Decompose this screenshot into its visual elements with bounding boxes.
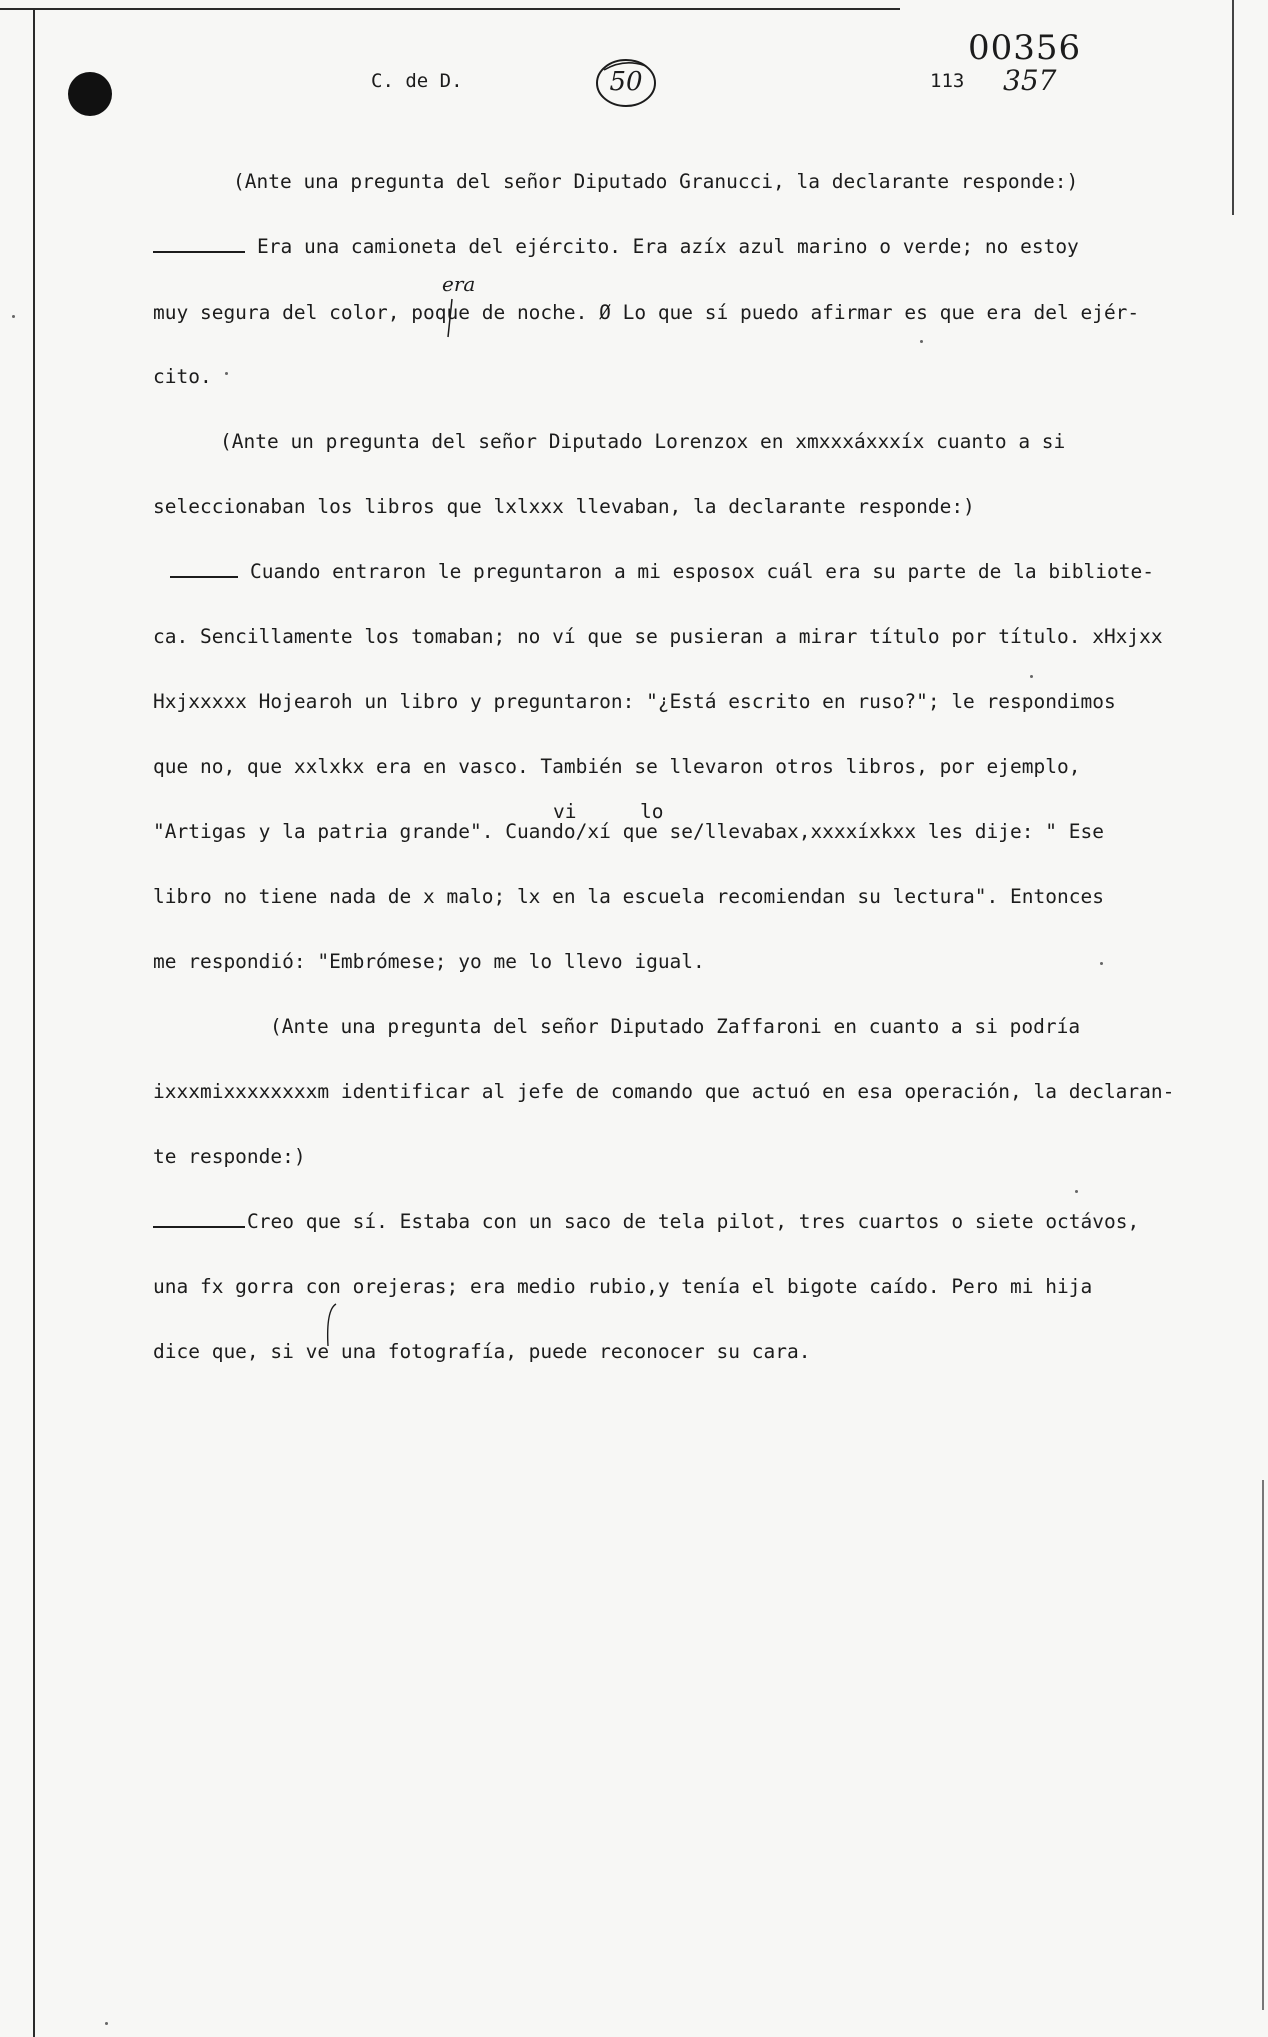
paragraph-line: (Ante un pregunta del señor Diputado Lorenzox en xmxxxáxxxíx cuanto a si bbox=[220, 430, 1066, 453]
paragraph-line: ca. Sencillamente los tomaban; no ví que se pusieran a mirar título por título. xHxjxx bbox=[153, 625, 1163, 648]
paragraph-text: Cuando entraron le preguntaron a mi esposox cuál era su parte de la bibliote- bbox=[250, 560, 1154, 583]
paragraph-line: te responde:) bbox=[153, 1145, 306, 1168]
paragraph-line bbox=[170, 560, 1154, 584]
paragraph-line: me respondió: "Embrómese; yo me lo llevo igual. bbox=[153, 950, 705, 973]
paragraph-line: una fx gorra con orejeras; era medio rubio,y tenía el bigote caído. Pero mi hija bbox=[153, 1275, 1093, 1298]
typed-insertion-vi: vi bbox=[553, 800, 577, 823]
scan-speck bbox=[225, 372, 228, 375]
page-stamp bbox=[594, 56, 658, 108]
paragraph-line: que no, que xxlxkx era en vasco. También se llevaron otros libros, por ejemplo, bbox=[153, 755, 1081, 778]
answer-blank bbox=[153, 247, 245, 253]
paragraph-line: Hxjxxxxx Hojearoh un libro y preguntaron: "¿Está escrito en ruso?"; le respondimos bbox=[153, 690, 1116, 713]
paragraph-line bbox=[153, 1210, 1139, 1234]
paragraph-line: (Ante una pregunta del señor Diputado Zaffaroni en cuanto a si podría bbox=[270, 1015, 1081, 1038]
paragraph-line: ixxxmixxxxxxxxm identificar al jefe de comando que actuó en esa operación, la declaran- bbox=[153, 1080, 1175, 1103]
top-border-line bbox=[0, 8, 900, 10]
handwritten-folio: 357 bbox=[1003, 64, 1057, 97]
insertion-caret-icon bbox=[442, 297, 458, 339]
stamp-number: 50 bbox=[609, 67, 643, 97]
handwritten-insertion-era: era bbox=[442, 272, 476, 296]
paragraph-line: "Artigas y la patria grande". Cuando/xí que se/llevabax,xxxxíxkxx les dije: " Ese bbox=[153, 820, 1104, 843]
paragraph-line: libro no tiene nada de x malo; lx en la escuela recomiendan su lectura". Entonces bbox=[153, 885, 1104, 908]
page-number: 113 bbox=[930, 70, 965, 92]
folio-number: 00356 bbox=[968, 28, 1082, 68]
paragraph-line bbox=[153, 235, 1079, 259]
paragraph-line: dice que, si ve una fotografía, puede reconocer su cara. bbox=[153, 1340, 811, 1363]
header-chamber: C. de D. bbox=[371, 70, 463, 92]
punch-hole bbox=[68, 72, 112, 116]
paragraph-line: seleccionaban los libros que lxlxxx llevaban, la declarante responde:) bbox=[153, 495, 975, 518]
scan-speck bbox=[1075, 1190, 1078, 1193]
scan-speck bbox=[105, 2022, 108, 2025]
paragraph-line: cito. bbox=[153, 365, 212, 388]
paragraph-text: Era una camioneta del ejército. Era azíx azul marino o verde; no estoy bbox=[257, 235, 1079, 258]
left-border-line bbox=[33, 8, 35, 2037]
scan-speck bbox=[12, 315, 15, 318]
scan-speck bbox=[1030, 675, 1033, 678]
answer-blank bbox=[170, 572, 238, 578]
right-margin-line bbox=[1232, 0, 1234, 215]
paragraph-text: Creo que sí. Estaba con un saco de tela pilot, tres cuartos o siete octávos, bbox=[247, 1210, 1140, 1233]
paragraph-line: (Ante una pregunta del señor Diputado Granucci, la declarante responde:) bbox=[233, 170, 1079, 193]
scan-speck bbox=[920, 340, 923, 343]
right-margin-line-lower bbox=[1262, 1480, 1264, 2010]
typed-insertion-lo: lo bbox=[640, 800, 664, 823]
paragraph-line: muy segura del color, poque de noche. Ø Lo que sí puedo afirmar es que era del ejér- bbox=[153, 301, 1140, 324]
answer-blank bbox=[153, 1222, 245, 1228]
scan-speck bbox=[1100, 962, 1103, 965]
